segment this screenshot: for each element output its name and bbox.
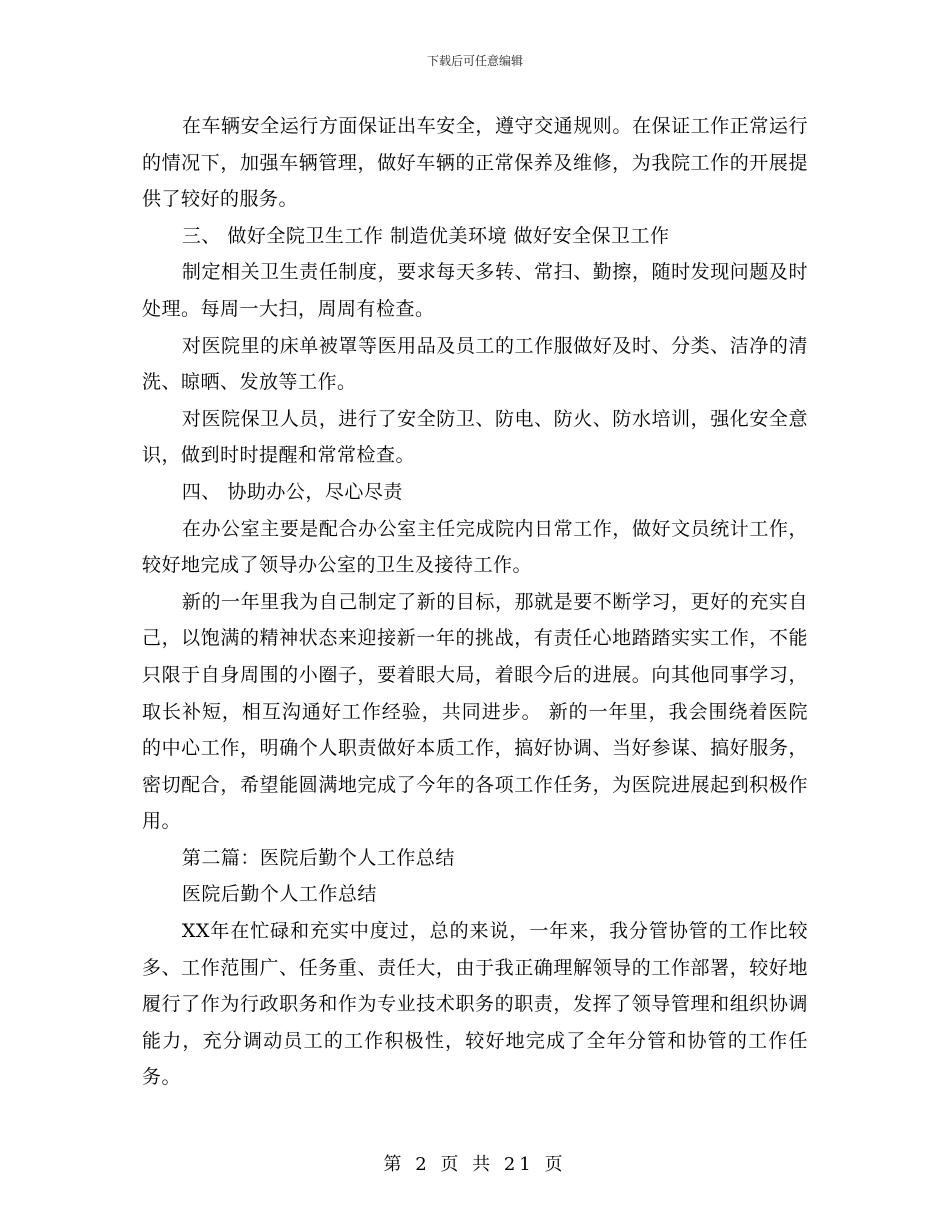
chapter-title: 医院后勤个人工作总结	[181, 883, 377, 906]
paragraph-hygiene-rules: 制定相关卫生责任制度，要求每天多转、常扫、勤擦，随时发现问题及时处理。每周一大扫，周周有检查。	[142, 261, 808, 320]
paragraph-security-training: 对医院保卫人员，进行了安全防卫、防电、防火、防水培训，强化安全意识，做到时时提醒和常常检查。	[142, 407, 808, 467]
section-heading-three: 三、 做好全院卫生工作 制造优美环境 做好安全保卫工作	[181, 224, 670, 247]
document-body	[142, 108, 808, 1096]
section-heading-four: 四、 协助办公，尽心尽责	[181, 480, 403, 503]
page-number: 第 2 页 共 21 页	[383, 1154, 567, 1175]
page-header: 下载后可任意编辑	[426, 54, 523, 68]
paragraph-vehicle-safety: 在车辆安全运行方面保证出车安全，遵守交通规则。在保证工作正常运行的情况下，加强车辆管理，做好车辆的正常保养及维修，为我院工作的开展提供了较好的服务。	[142, 115, 808, 211]
paragraph-laundry: 对医院里的床单被罩等医用品及员工的工作服做好及时、分类、洁净的清洗、晾晒、发放等工作。	[142, 334, 808, 394]
chapter-heading-two: 第二篇：医院后勤个人工作总结	[181, 846, 455, 869]
paragraph-new-year-goals: 新的一年里我为自己制定了新的目标，那就是要不断学习，更好的充实自己，以饱满的精神状态来迎接新一年的挑战，有责任心地踏踏实实工作，不能只限于自身周围的小圈子，要着眼大局，着眼今后的进展。向其他同事学习，取长补短，相互沟通好工作经验，共同进步。 新的一年里，我会围绕着医院的中心工作，明确个人职责做好本质工作，搞好协调、当好参谋、搞好服务，密切配合，希望能圆满地完成了今年的各项工作任务，为医院进展起到积极作用。	[142, 590, 808, 833]
paragraph-office-work: 在办公室主要是配合办公室主任完成院内日常工作，做好文员统计工作，较好地完成了领导办公室的卫生及接待工作。	[142, 517, 808, 577]
paragraph-year-summary: XX年在忙碌和充实中度过，总的来说，一年来，我分管协管的工作比较多、工作范围广、任务重、责任大，由于我正确理解领导的工作部署，较好地履行了作为行政职务和作为专业技术职务的职责，发挥了领导管理和组织协调能力，充分调动员工的工作积极性，较好地完成了全年分管和协管的工作任务。	[142, 920, 808, 1089]
